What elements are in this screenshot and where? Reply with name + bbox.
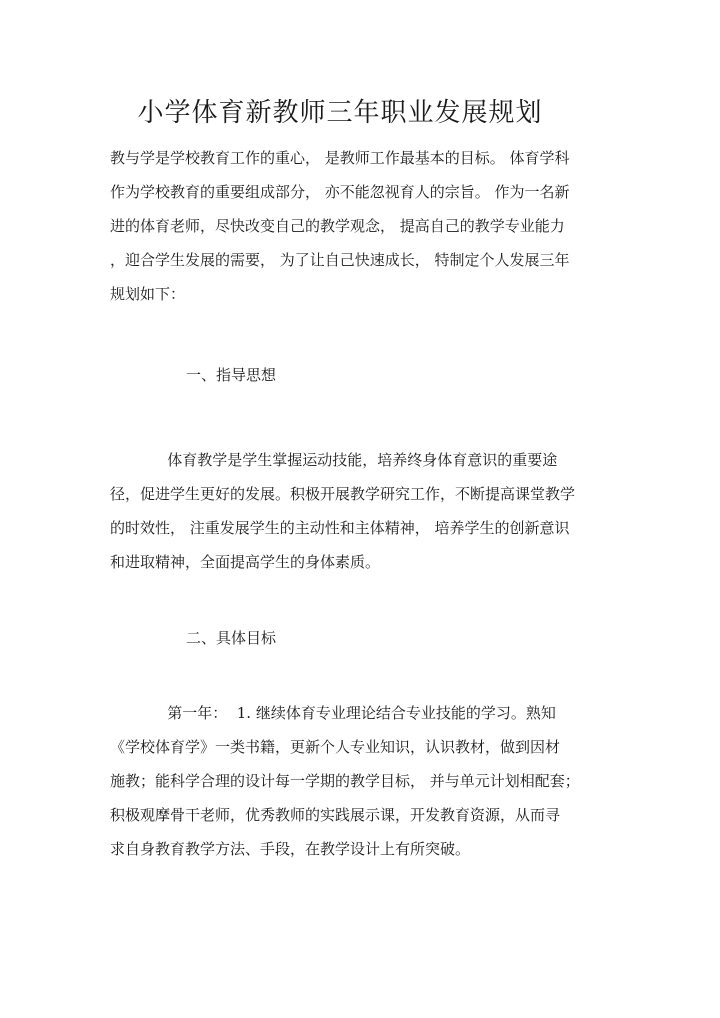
paragraph-line: 径，促进学生更好的发展。积极开展教学研究工作，不断提高课堂教学	[110, 485, 576, 503]
intro-paragraph	[110, 141, 610, 311]
paragraph-line: 《学校体育学》一类书籍，更新个人专业知识，认识教材，做到因材	[110, 738, 561, 756]
intro-line: 作为学校教育的重要组成部分， 亦不能忽视育人的宗旨。 作为一名新	[110, 183, 570, 201]
paragraph-line: 体育教学是学生掌握运动技能，培养终身体育意识的重要途	[110, 451, 558, 469]
section-heading-guiding-ideology: 一、指导思想	[186, 366, 277, 384]
paragraph-line: 第一年： 1. 继续体育专业理论结合专业技能的学习。熟知	[110, 704, 556, 722]
intro-line: 进的体育老师，尽快改变自己的教学观念， 提高自己的教学专业能力	[110, 217, 565, 235]
paragraph-line: 和进取精神，全面提高学生的身体素质。	[110, 553, 381, 571]
intro-line: 规划如下：	[110, 285, 186, 303]
section-heading-specific-goals: 二、具体目标	[186, 629, 277, 647]
paragraph-line: 求自身教育教学方法、手段，在教学设计上有所突破。	[110, 840, 471, 858]
paragraph-line: 积极观摩骨干老师，优秀教师的实践展示课，开发教育资源，从而寻	[110, 806, 561, 824]
paragraph-line: 施教；能科学合理的设计每一学期的教学目标， 并与单元计划相配套；	[110, 772, 580, 790]
intro-line: 教与学是学校教育工作的重心， 是教师工作最基本的目标。 体育学科	[110, 149, 570, 167]
paragraph-line: 的时效性， 注重发展学生的主动性和主体精神， 培养学生的创新意识	[110, 519, 570, 537]
specific-goals-paragraph	[110, 696, 610, 866]
intro-line: ，迎合学生发展的需要， 为了让自己快速成长， 特制定个人发展三年	[110, 251, 570, 269]
guiding-ideology-paragraph	[110, 443, 610, 579]
page-title: 小学体育新教师三年职业发展规划	[137, 98, 543, 128]
